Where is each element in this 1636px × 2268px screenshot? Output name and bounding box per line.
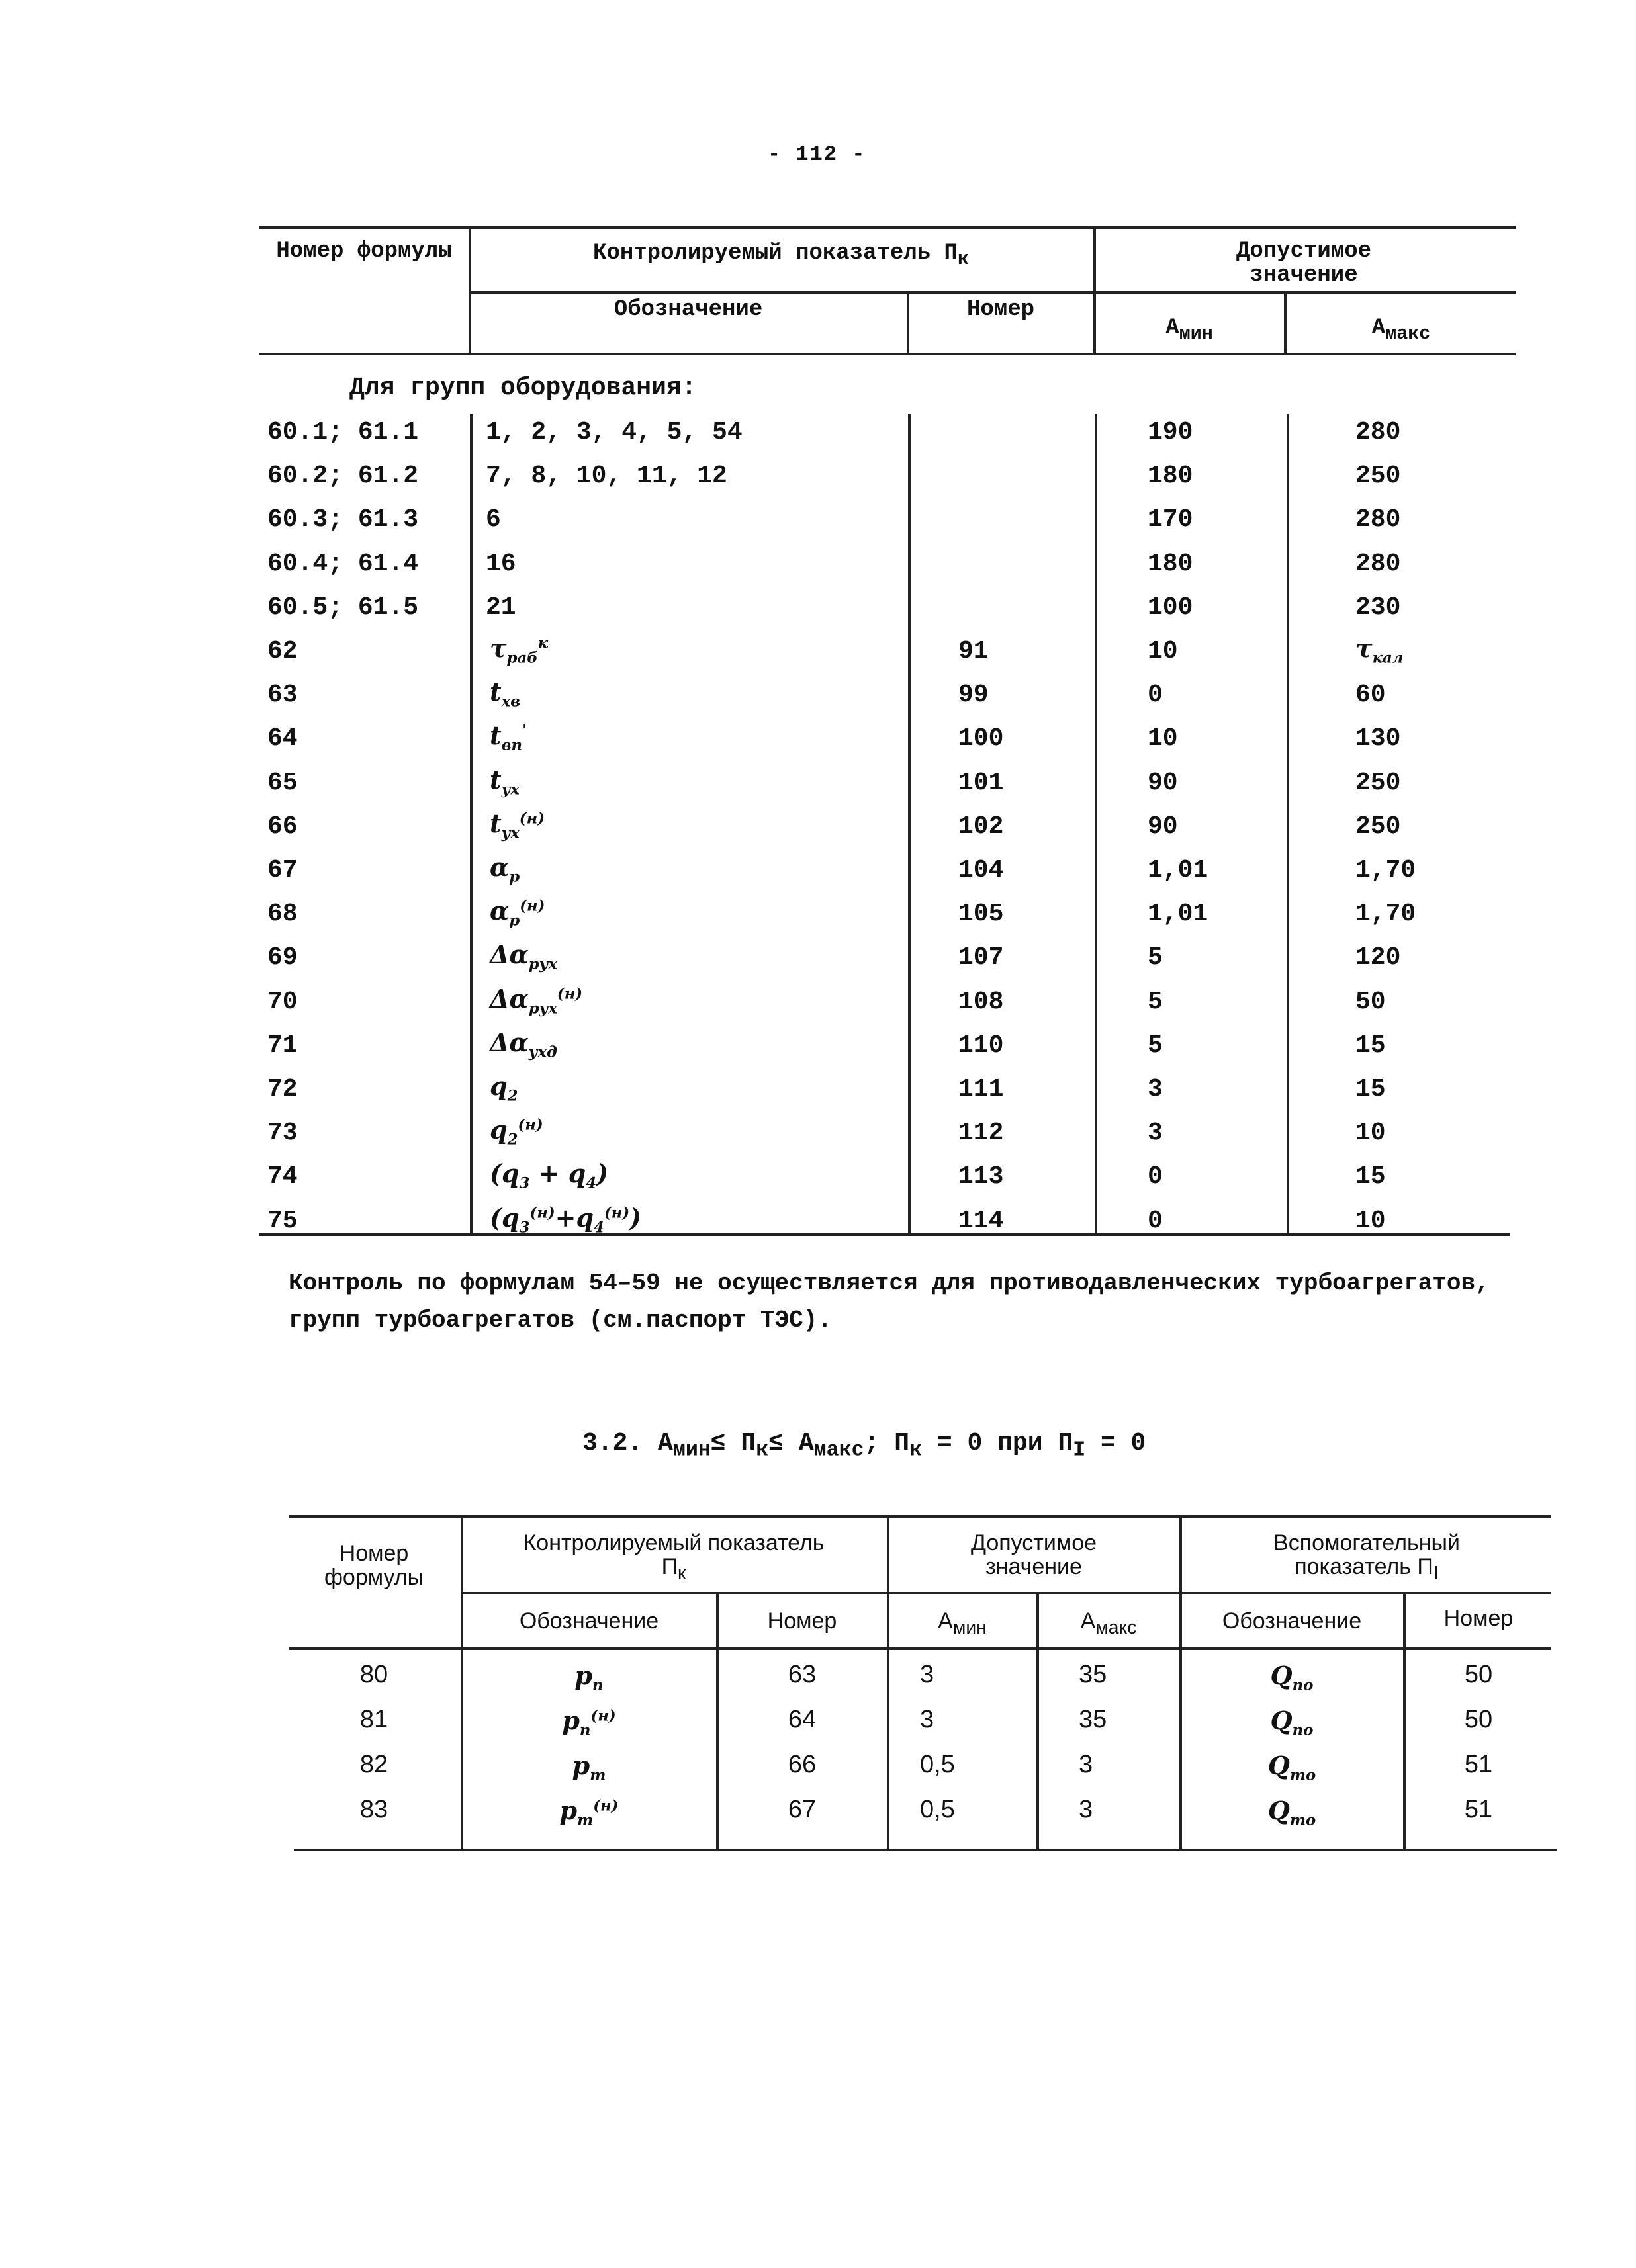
row-a-min: 5 — [1148, 943, 1163, 973]
row-designation-symbol — [490, 984, 582, 1018]
symbol-sup: (н) — [557, 984, 583, 1002]
header-a-max — [1287, 316, 1516, 346]
row-designation-symbol — [490, 939, 557, 973]
table2-bottom-rule — [294, 1849, 1557, 1851]
row-a-max: 230 — [1355, 593, 1401, 622]
t2-header-aux-sub: I — [1433, 1562, 1439, 1584]
row-a-min: 90 — [1148, 812, 1178, 841]
t2-row-aux-number — [1406, 1796, 1551, 1824]
symbol-base: Q — [1270, 1661, 1293, 1690]
row-a-max: 1,70 — [1355, 856, 1416, 885]
row-designation: 21 — [486, 593, 516, 622]
symbol-sub: то — [1289, 1766, 1316, 1784]
section-heading — [582, 1429, 1146, 1462]
row-designation-symbol — [490, 720, 527, 754]
row-number: 108 — [958, 987, 1004, 1016]
symbol-part: ) — [596, 1158, 609, 1189]
row-formula-number: 62 — [267, 637, 298, 666]
t2-header-controlled-indicator — [463, 1531, 884, 1585]
symbol-part: (q — [490, 1202, 520, 1233]
t2-row-designation — [463, 1661, 715, 1694]
row-number: 99 — [958, 681, 989, 710]
row-formula-number: 69 — [267, 943, 298, 973]
t2-aux-symbol — [1267, 1796, 1316, 1829]
row-a-max: 1,70 — [1355, 900, 1416, 929]
table1-top-rule — [259, 226, 1516, 229]
t2-header-a-min-sub: мин — [952, 1616, 987, 1638]
t2-header-ci-p: П — [661, 1554, 678, 1579]
row-a-min: 5 — [1148, 1031, 1163, 1060]
header-a-min — [1096, 316, 1283, 346]
row-formula-number: 68 — [267, 900, 298, 929]
symbol-sub: то — [1289, 1811, 1316, 1829]
row-a-max: 120 — [1355, 943, 1401, 973]
symbol-base: Q — [1267, 1796, 1290, 1825]
t2-row-formula-number — [291, 1751, 457, 1779]
t2-row-formula-number — [291, 1661, 457, 1689]
cell-text: 50 — [1464, 1661, 1493, 1688]
row-a-min: 180 — [1148, 549, 1193, 578]
symbol-base: q — [490, 1071, 508, 1101]
symbol-sup: к — [537, 634, 549, 652]
row-a-min: 0 — [1148, 1162, 1163, 1192]
t2-row-a-max — [1079, 1706, 1178, 1734]
t2-header-a-max-sub: макс — [1095, 1616, 1137, 1638]
row-designation-symbol — [490, 896, 545, 930]
note-line-2: групп турбоагрегатов (см.паспорт ТЭС). — [289, 1307, 832, 1334]
t2-row-aux-number — [1406, 1706, 1551, 1734]
row-formula-number: 60.4; 61.4 — [267, 549, 419, 578]
t2-row-formula-number — [291, 1796, 457, 1824]
row-formula-number: 70 — [267, 987, 298, 1016]
cell-text: 0,5 — [920, 1796, 955, 1823]
t2-row-a-min — [920, 1751, 1032, 1779]
header-controlled-indicator-sub: к — [957, 247, 969, 270]
t2-aux-symbol — [1270, 1661, 1314, 1694]
symbol-sub: 3 — [519, 1219, 530, 1237]
row-number: 91 — [958, 637, 989, 666]
symbol-base: Δα — [490, 1027, 529, 1057]
symbol-base: t — [490, 764, 502, 795]
t2-row-designation — [463, 1751, 715, 1784]
symbol-sub: рух — [528, 955, 557, 973]
section-part: ≤ П — [710, 1429, 756, 1458]
t2-header-a-min — [889, 1609, 1035, 1639]
t2-row-number — [719, 1706, 886, 1734]
row-a-min: 90 — [1148, 768, 1178, 797]
cell-text: 3 — [1079, 1751, 1093, 1778]
row-number: 114 — [958, 1206, 1004, 1235]
row-a-max: 15 — [1355, 1031, 1386, 1060]
t2-header-designation: Обозначение — [519, 1608, 659, 1634]
t2-row-a-max — [1079, 1796, 1178, 1824]
section-sub: макс — [813, 1438, 864, 1462]
cell-text: 51 — [1464, 1796, 1493, 1823]
symbol-base: α — [490, 852, 510, 882]
row-number: 112 — [958, 1119, 1004, 1148]
row-a-max: 280 — [1355, 549, 1401, 578]
cell-text: 66 — [788, 1751, 817, 1778]
row-designation-symbol — [490, 808, 545, 842]
symbol-sub: р — [509, 912, 520, 930]
symbol-sup: (н) — [590, 1707, 616, 1725]
row-a-max: 10 — [1355, 1206, 1386, 1235]
row-a-min: 180 — [1148, 462, 1193, 491]
row-a-min: 3 — [1148, 1075, 1163, 1104]
t2-header-a-max — [1039, 1609, 1178, 1639]
row-a-max: 50 — [1355, 987, 1386, 1016]
row-formula-number: 66 — [267, 812, 298, 841]
row-designation: 7, 8, 10, 11, 12 — [486, 462, 727, 491]
t2-row-aux-number — [1406, 1661, 1551, 1689]
symbol-sub: раб — [506, 649, 538, 667]
header-a-min-sub: мин — [1179, 322, 1213, 345]
symbol-sub: вп — [501, 736, 523, 754]
cell-text: 3 — [1079, 1796, 1093, 1823]
cell-text: 0,5 — [920, 1751, 955, 1778]
row-designation-symbol — [490, 1027, 557, 1061]
row-formula-number: 63 — [267, 681, 298, 710]
symbol-base: τ — [1355, 633, 1373, 663]
cell-text: 3 — [920, 1661, 934, 1688]
row-formula-number: 67 — [267, 856, 298, 885]
section-sub: к — [756, 1438, 769, 1462]
row-designation: 6 — [486, 505, 501, 535]
symbol-sup: (н) — [520, 897, 545, 915]
symbol-base: Δα — [490, 983, 529, 1014]
row-a-max: 250 — [1355, 462, 1401, 491]
t2-row-designation — [463, 1706, 715, 1739]
row-number: 105 — [958, 900, 1004, 929]
symbol-base: t — [490, 720, 502, 751]
symbol-sub: 2 — [507, 1087, 518, 1105]
t2-aux-symbol — [1270, 1706, 1314, 1739]
symbol-sub: 2 — [507, 1131, 518, 1149]
table1-vrule — [469, 226, 471, 354]
symbol-base: Q — [1267, 1751, 1290, 1780]
row-designation-symbol — [490, 1071, 518, 1105]
header-a-max-text: А — [1371, 316, 1386, 341]
row-formula-number: 60.2; 61.2 — [267, 462, 419, 491]
t2-symbol — [559, 1796, 619, 1829]
header-formula-number: Номер формулы — [276, 239, 452, 264]
row-a-min: 190 — [1148, 418, 1193, 447]
section-sub: к — [909, 1438, 923, 1462]
row-a-max: 280 — [1355, 418, 1401, 447]
symbol-sub: т — [577, 1811, 594, 1829]
symbol-base: t — [490, 677, 502, 707]
t2-symbol — [574, 1661, 604, 1694]
header-a-min-text: А — [1165, 316, 1179, 341]
row-formula-number: 74 — [267, 1162, 298, 1192]
group-label: Для групп оборудования: — [349, 374, 697, 402]
symbol-base: t — [490, 808, 502, 838]
t2-header-ci-sub: к — [678, 1562, 686, 1584]
symbol-base: q — [490, 1115, 508, 1145]
row-designation-symbol — [490, 1115, 543, 1149]
symbol-sub: по — [1292, 1677, 1314, 1694]
t2-row-number — [719, 1661, 886, 1689]
symbol-sub: 4 — [586, 1174, 597, 1192]
cell-text: 35 — [1079, 1661, 1107, 1688]
t2-row-designation — [463, 1796, 715, 1829]
cell-text: 35 — [1079, 1706, 1107, 1733]
symbol-part: + q — [529, 1158, 586, 1189]
row-formula-number: 65 — [267, 768, 298, 797]
section-part: ; П — [864, 1429, 910, 1458]
table2-header-bottom-rule — [289, 1647, 1551, 1650]
header-controlled-indicator-text: Контролируемый показатель П — [593, 241, 958, 266]
row-a-min: 100 — [1148, 593, 1193, 622]
t2-row-number — [719, 1796, 886, 1824]
row-a-max: 15 — [1355, 1162, 1386, 1192]
symbol-base: α — [490, 896, 510, 926]
symbol-base: р — [559, 1796, 578, 1825]
symbol-base: р — [572, 1751, 590, 1780]
t2-row-aux-designation — [1182, 1751, 1402, 1784]
row-formula-number: 71 — [267, 1031, 298, 1060]
header-designation: Обозначение — [614, 297, 763, 322]
row-a-max: 280 — [1355, 505, 1401, 535]
table2-subheader-rule — [461, 1592, 1551, 1594]
row-number: 107 — [958, 943, 1004, 973]
row-designation: 16 — [486, 549, 516, 578]
row-a-max-symbol — [1355, 633, 1403, 667]
section-part: 3.2. А — [582, 1429, 673, 1458]
header-a-max-sub: макс — [1385, 322, 1431, 345]
t2-header-aux-number: Номер — [1443, 1606, 1514, 1631]
t2-row-aux-designation — [1182, 1661, 1402, 1694]
t2-row-number — [719, 1751, 886, 1779]
row-a-min: 0 — [1148, 681, 1163, 710]
section-part: ≤ А — [768, 1429, 814, 1458]
symbol-base: Δα — [490, 939, 529, 970]
row-a-max: 130 — [1355, 724, 1401, 754]
row-a-min: 170 — [1148, 505, 1193, 535]
symbol-sub: ух — [501, 824, 520, 842]
symbol-sub: 3 — [519, 1174, 530, 1192]
header-number: Номер — [966, 297, 1035, 322]
t2-header-aux-indicator — [1182, 1531, 1551, 1585]
row-designation-symbol — [490, 1203, 641, 1237]
t2-row-a-min — [920, 1661, 1032, 1689]
t2-row-a-max — [1079, 1661, 1178, 1689]
row-number: 111 — [958, 1075, 1004, 1104]
symbol-sup: (н) — [529, 1203, 555, 1221]
t2-row-a-max — [1079, 1751, 1178, 1779]
symbol-sub: т — [590, 1766, 606, 1784]
symbol-sub: ухд — [528, 1043, 557, 1061]
symbol-part: ) — [629, 1202, 642, 1233]
t2-header-aux-text: Вспомогательный показатель П — [1273, 1530, 1460, 1579]
row-a-max: 250 — [1355, 768, 1401, 797]
symbol-base: τ — [490, 633, 507, 663]
row-designation-symbol — [490, 765, 520, 799]
page-number: - 112 - — [768, 142, 866, 167]
row-a-max: 15 — [1355, 1075, 1386, 1104]
row-formula-number: 60.5; 61.5 — [267, 593, 419, 622]
symbol-sub: р — [509, 868, 520, 886]
cell-text: 3 — [920, 1706, 934, 1733]
symbol-base: Q — [1270, 1706, 1293, 1735]
cell-text: 80 — [359, 1661, 388, 1688]
symbol-sub: хв — [501, 693, 521, 711]
header-allowed-value: Допустимое значение — [1236, 239, 1372, 288]
t2-row-aux-designation — [1182, 1706, 1402, 1739]
row-a-max: 60 — [1355, 681, 1386, 710]
row-a-min: 0 — [1148, 1206, 1163, 1235]
row-designation-symbol — [490, 677, 520, 711]
t2-header-a-min-text: А — [938, 1608, 953, 1634]
t2-row-aux-designation — [1182, 1796, 1402, 1829]
symbol-sub: рух — [528, 1000, 557, 1018]
section-sub: мин — [672, 1438, 711, 1462]
table1-vrule — [1095, 414, 1097, 1234]
symbol-sub: 4 — [594, 1219, 604, 1237]
t2-header-number: Номер — [767, 1608, 837, 1634]
table1-header-bottom-rule — [259, 353, 1516, 355]
row-formula-number: 64 — [267, 724, 298, 754]
cell-text: 64 — [788, 1706, 817, 1733]
symbol-sup: (н) — [519, 810, 545, 828]
cell-text: 67 — [788, 1796, 817, 1823]
symbol-sub: ух — [501, 781, 520, 799]
t2-symbol — [562, 1706, 616, 1739]
note-line-1: Контроль по формулам 54–59 не осуществляется для противодавленческих турбоагрегатов, — [289, 1270, 1490, 1297]
table2-top-rule — [289, 1515, 1551, 1518]
t2-row-a-min — [920, 1706, 1032, 1734]
row-number: 102 — [958, 812, 1004, 841]
cell-text: 82 — [359, 1751, 388, 1778]
row-a-min: 5 — [1148, 987, 1163, 1016]
t2-header-formula-number: Номер формулы — [324, 1541, 424, 1590]
t2-symbol — [572, 1751, 606, 1784]
row-designation-symbol — [490, 633, 548, 667]
t2-header-allowed-value: Допустимое значение — [970, 1530, 1097, 1579]
cell-text: 50 — [1464, 1706, 1493, 1733]
symbol-part: (q — [490, 1158, 520, 1189]
cell-text: 63 — [788, 1661, 817, 1688]
header-controlled-indicator — [483, 241, 1079, 271]
row-a-min: 10 — [1148, 724, 1178, 754]
t2-aux-symbol — [1267, 1751, 1316, 1784]
row-a-max: 10 — [1355, 1119, 1386, 1148]
symbol-part: +q — [555, 1202, 594, 1233]
t2-header-ci-text: Контролируемый показатель — [523, 1530, 825, 1555]
row-a-min: 3 — [1148, 1119, 1163, 1148]
cell-text: 81 — [359, 1706, 388, 1733]
t2-header-aux-designation: Обозначение — [1222, 1608, 1362, 1634]
section-sub: I — [1073, 1438, 1086, 1462]
section-part: = 0 при П — [922, 1429, 1073, 1458]
symbol-base: р — [574, 1661, 592, 1690]
symbol-base: р — [562, 1706, 580, 1735]
table1-vrule — [470, 414, 473, 1234]
table1-vrule — [908, 414, 911, 1234]
t2-row-aux-number — [1406, 1751, 1551, 1779]
t2-row-a-min — [920, 1796, 1032, 1824]
row-a-max: 250 — [1355, 812, 1401, 841]
row-formula-number: 72 — [267, 1075, 298, 1104]
symbol-sub: п — [579, 1722, 591, 1739]
row-designation-symbol — [490, 1158, 608, 1192]
row-number: 100 — [958, 724, 1004, 754]
row-formula-number: 60.3; 61.3 — [267, 505, 419, 535]
t2-row-formula-number — [291, 1706, 457, 1734]
row-a-min: 10 — [1148, 637, 1178, 666]
row-number: 113 — [958, 1162, 1004, 1192]
row-a-min: 1,01 — [1148, 900, 1208, 929]
cell-text: 83 — [359, 1796, 388, 1823]
cell-text: 51 — [1464, 1751, 1493, 1778]
section-part: = 0 — [1085, 1429, 1146, 1458]
row-designation-symbol — [490, 852, 520, 886]
row-formula-number: 75 — [267, 1206, 298, 1235]
row-formula-number: 60.1; 61.1 — [267, 418, 419, 447]
t2-header-a-max-text: А — [1080, 1608, 1096, 1634]
row-formula-number: 73 — [267, 1119, 298, 1148]
row-a-min: 1,01 — [1148, 856, 1208, 885]
symbol-sub: п — [592, 1677, 604, 1694]
row-number: 110 — [958, 1031, 1004, 1060]
symbol-sup: (н) — [604, 1203, 630, 1221]
table1-subheader-rule — [470, 291, 1516, 294]
symbol-sub: по — [1292, 1722, 1314, 1739]
symbol-sup: (н) — [593, 1797, 619, 1815]
symbol-sup: ' — [522, 722, 527, 740]
symbol-sub: кал — [1372, 649, 1404, 667]
table1-vrule — [1287, 414, 1289, 1234]
row-designation: 1, 2, 3, 4, 5, 54 — [486, 418, 743, 447]
symbol-sup: (н) — [518, 1116, 543, 1134]
row-number: 104 — [958, 856, 1004, 885]
row-number: 101 — [958, 768, 1004, 797]
